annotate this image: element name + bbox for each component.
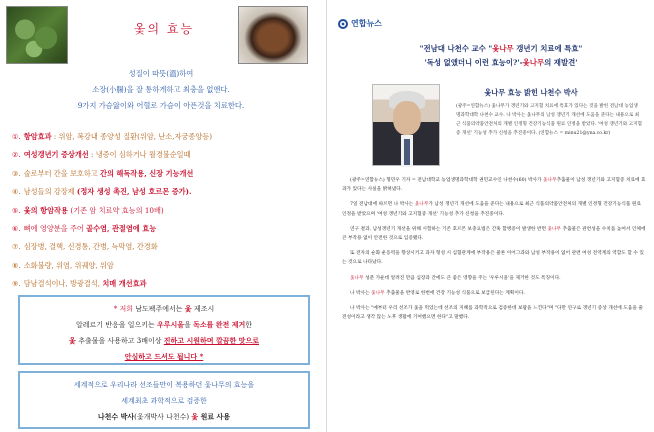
note-line (26, 301, 302, 317)
portrait-tie (404, 139, 410, 165)
doctor-name: 나천수 박사 (97, 412, 135, 421)
headline-highlight: 옻나무 (522, 58, 545, 67)
news-logo (338, 18, 382, 29)
effect-number: ③. (12, 168, 21, 178)
effect-lead: 심장병, 결핵, 신경통, 간병, 늑막염, 간경화 (23, 242, 158, 252)
note-text: 제조시 (193, 305, 215, 313)
paragraph-text: (광주=연합뉴스) 형민우 기자 = 전남대학교 농업생명과학대학 권민교수인 나천수(60) 박사가 (350, 178, 544, 183)
effect-text: (기존 암 치료약 효능의 10배) (70, 205, 164, 215)
effect-item (12, 275, 316, 293)
effects-list (12, 128, 316, 294)
paragraph-text: 성분 가운데 알려진 만큼 심장과 간에도 큰 좋은 영향을 주는 '우루시올'을 제거한 것도 특징이다. (363, 275, 561, 281)
effect-item (12, 146, 316, 164)
right-news-article (336, 4, 650, 428)
effect-text: : 냉증이 심하거나 월경불순일때 (88, 150, 191, 160)
globe-icon (338, 19, 348, 29)
effect-item (12, 238, 316, 256)
note-text: 알레르기 반응을 일으키는 (75, 321, 157, 329)
panel-divider (326, 0, 327, 432)
paragraph-text: 추출물이 남성 갱년기와 고지혈증 치료에 효과가 있다는 사실을 밝혀냈다. (342, 178, 646, 193)
lacquer-dish-photo (238, 6, 308, 64)
article-paragraph (342, 225, 646, 243)
note-text: 한 (245, 321, 253, 329)
paragraph-text: 가 남성 갱년기 개선에 도움을 준다는 내용으로 최근 식품의약품안전처의 개별 인정형 건강기능식품 원료 인정을 받았으며 '여성 갱년기와 고지혈증 개선' 기능성 추가 신청을 추진중이다. (342, 202, 641, 217)
article-paragraph (342, 200, 646, 218)
effect-number: ②. (12, 150, 21, 160)
effect-text: 치매 개선효과 (102, 279, 147, 289)
effect-text: (정자 생성 촉진, 남성 호르몬 증가). (76, 187, 192, 197)
effect-lead: 술로부터 간을 보호하고 (23, 168, 101, 178)
effect-lead: 옻의 항암작용 (23, 205, 71, 215)
effect-item (12, 165, 316, 183)
effect-lead: 담남결석이나, 방광결석, (23, 279, 103, 289)
portrait-face (393, 101, 421, 135)
note-line (26, 333, 302, 349)
intro-line: 소장(小腸)을 잘 통하게하고 최충을 없앤다. (92, 85, 230, 94)
note-highlight: 우루시올 (157, 320, 185, 329)
effect-item (12, 183, 316, 201)
professor-portrait (372, 84, 440, 166)
note-highlight: 옻 (69, 336, 79, 345)
lacquer-leaf-photo (6, 6, 68, 64)
news-headline (366, 42, 636, 70)
paragraph-highlight: 옻나무 (371, 290, 385, 296)
note-line (26, 317, 302, 333)
note-text: 남도팩주에서는 (135, 305, 185, 313)
article-paragraph (342, 176, 646, 194)
poster-title: 옻의 효능 (133, 22, 195, 36)
paragraph-text: 나 박사는 "예부터 우리 선조가 옻을 먹었는데 선조의 지혜를 과학적으로 검증한데 보람을 느낀다"며 "다만 연구로 갱년기 증상 개선에 도움을 줄 전성이라고 생각 않는 노후 생활에 기여했으면 한다"고 말했다. (342, 306, 643, 321)
headline-text: 의 재발견' (544, 58, 578, 67)
news-logo-text: 연합뉴스 (351, 19, 382, 28)
intro-line: 9가지 가슴앓이와 어혈로 가슴이 아픈것을 치료한다. (77, 101, 245, 110)
note-highlight: 진하고 시원하며 깔끔한 맛으로 (163, 336, 259, 345)
paragraph-text: 추출물은 관련성을 수치를 높여서 인체에 큰 부작용 없이 안전한 것으로 입증됐다. (342, 226, 646, 242)
effect-lead: 소화불량, 위염, 위궤양, 위암 (23, 260, 114, 270)
research-note-box (18, 371, 310, 429)
note-highlight: 독소를 완전 제거 (193, 320, 246, 329)
paragraph-highlight: 옻나무 (543, 178, 557, 183)
bottom-line: 세계적으로 우리나라 선조들만이 복용하던 옻나무의 효능을 (73, 381, 255, 389)
effect-number: ⑦. (12, 242, 21, 252)
effect-lead: 항암효과 (23, 132, 52, 141)
effect-item (12, 202, 316, 220)
article-paragraph (342, 304, 646, 322)
effect-item (12, 257, 316, 275)
article-paragraph (342, 274, 646, 283)
article-paragraph (342, 249, 646, 267)
note-highlight: 옻 (184, 304, 194, 313)
doctor-nickname: (옻개박사 나천수) (134, 413, 192, 421)
note-text: 을 (184, 321, 194, 329)
headline-text: 갱년기 치료에 특효" (513, 44, 583, 53)
effect-lead: 뼈에 영양분을 주어 (23, 224, 87, 234)
effect-number: ⑥. (12, 224, 21, 234)
intro-line: 성질이 따뜻(溫)하여 (128, 69, 194, 78)
bottom-highlight: 옻 (191, 412, 201, 421)
profile-title: 옻나무 효능 밝힌 나천수 박사 (484, 88, 578, 97)
effect-lead: 남성들의 강장제 (23, 187, 77, 197)
paragraph-highlight: 옻나무 (350, 275, 364, 281)
effect-number: ⑤. (12, 205, 21, 215)
left-poster (4, 4, 318, 428)
effect-number: ⑧. (12, 260, 21, 270)
note-line (26, 349, 302, 365)
note-highlight: 안심하고 드셔도 됩니다 * (124, 352, 204, 361)
effect-lead: 여성갱년기 증상개선 (23, 150, 89, 160)
paragraph-highlight: 옻나무 (547, 226, 562, 232)
headline-text: "전남대 나천수 교수 " (419, 44, 493, 53)
headline-line (366, 56, 636, 70)
effect-number: ①. (12, 132, 21, 141)
article-paragraph (342, 289, 646, 298)
effect-text: 간의 해독작용, 신장 기능개선 (100, 168, 194, 178)
effect-number: ⑨. (12, 279, 21, 289)
headline-line (366, 42, 636, 56)
paragraph-text: 추출물을 반영로 한번에 건강 기능성 식품으로 보급된다는 계획이다. (384, 290, 525, 296)
bottom-line: 세계최초 과학적으로 검증한 (121, 397, 207, 405)
bottom-text: 원료 사용 (200, 412, 231, 421)
effect-number: ④. (12, 187, 21, 197)
profile-caption: (광주=연합뉴스) 옻나무가 갱년기와 고지혈 치료에 특효가 있다는 것을 밝힌 전남대 농업생명과학대학 나천수 교수. 나 박사는 옻나무의 남성 갱년기 개선에 도움을 준다는 내용으로 최근 식품의약품안전처의 개별 인정형 건강기능식품 원료 인정을 받았다. '여성 갱년기와 고지혈증 개선' 기능성 추가 신청을 추진중이다. (연합뉴스 = minu21@yna.co.kr) (456, 104, 642, 136)
bottom-line (26, 409, 302, 425)
effect-item (12, 220, 316, 238)
effect-item (12, 128, 316, 146)
headline-highlight: 옻나무 (492, 44, 514, 53)
paragraph-text: 연구 결과, 남성갱년기 개선을 위해 시험하는 기존 호르몬 보충요법은 간혹 합병증이 발생한 반면 (350, 226, 548, 232)
headline-text: '독성 없앴더니 이런 효능이?'- (424, 58, 523, 67)
intro-text (4, 66, 318, 114)
paragraph-text: 또 전자의 순화 운동력을 향상시키고 과자 형성 시 심혈관계에 부작용은 물론 이어그과와 남성 부작용이 없어 관련 여성 전역계의 역할도 할 수 있는 것으로 나타났다. (342, 251, 644, 266)
effect-text: : 위암, 복강내 종양성 질환(위암, 난소,자궁종양등) (51, 132, 213, 141)
paragraph-text: 7일 전남대에 따르면 나 박사는 (350, 202, 415, 208)
paragraph-highlight: 옻나무 (414, 202, 429, 208)
note-text: 추출물을 사용하고 3배이상 (78, 337, 164, 345)
article-body (342, 176, 646, 328)
note-star: * 저희 (113, 305, 136, 313)
manufacturing-note-box (18, 295, 310, 365)
effect-text: 골수염, 관절염에 효능 (86, 224, 157, 234)
paragraph-text: 나 박사는 (350, 290, 372, 296)
